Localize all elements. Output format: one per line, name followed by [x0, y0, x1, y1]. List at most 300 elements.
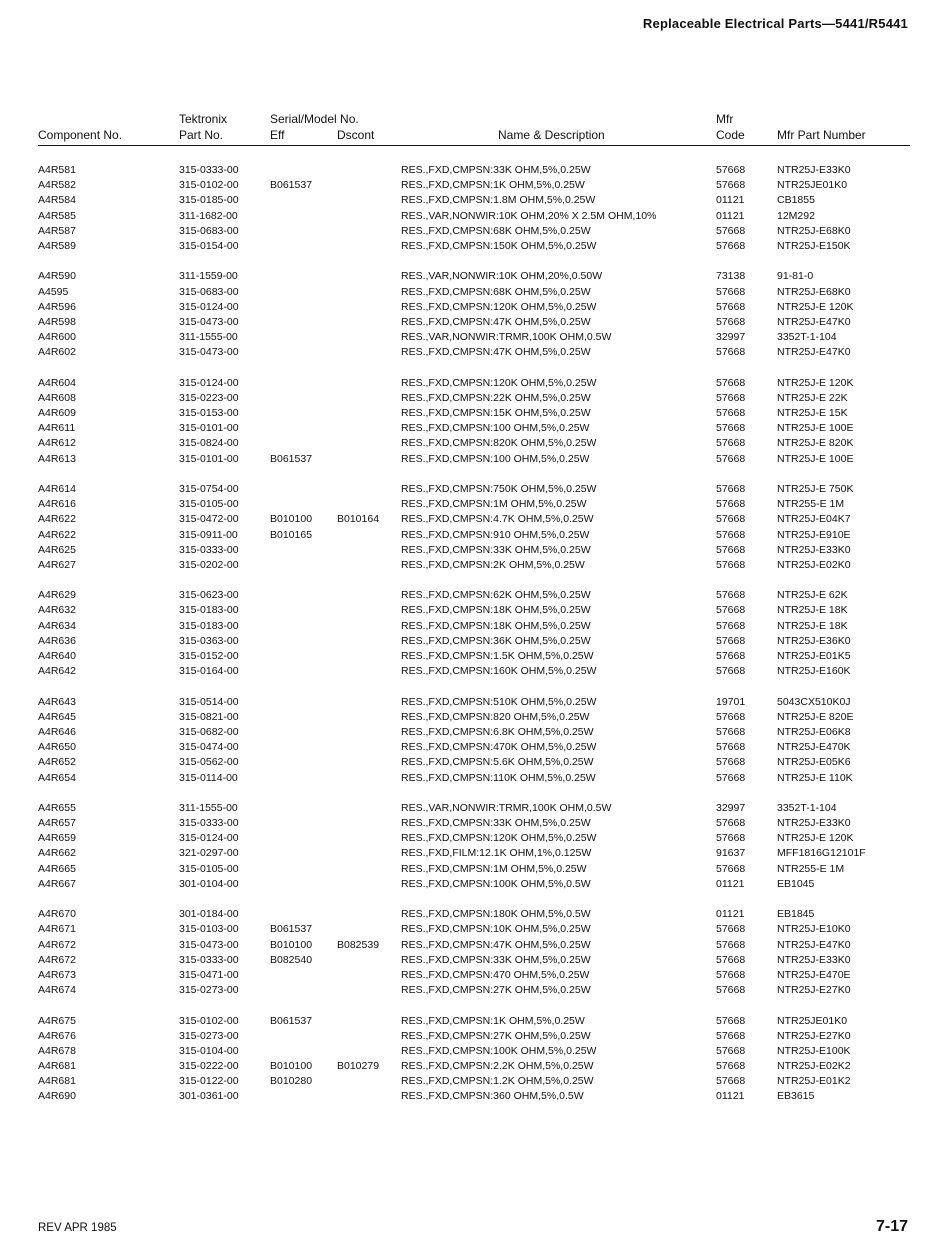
header-rule — [38, 145, 910, 146]
mfr-code-cell: 57668 — [716, 725, 746, 738]
name-description-cell: RES.,FXD,CMPSN:10K OHM,5%,0.25W — [401, 923, 591, 936]
mfr-part-number-cell: NTR25J-E 820K — [777, 437, 854, 450]
mfr-code-cell: 57668 — [716, 862, 746, 875]
mfr-code-cell: 57668 — [716, 665, 746, 678]
table-row — [0, 923, 950, 938]
part-no-cell: 301-0104-00 — [179, 877, 239, 890]
name-description-cell: RES.,VAR,NONWIR:TRMR,100K OHM,0.5W — [401, 331, 612, 344]
component-no-cell: A4R674 — [38, 984, 76, 997]
table-row — [0, 984, 950, 999]
mfr-code-cell: 57668 — [716, 832, 746, 845]
mfr-code-cell: 19701 — [716, 695, 746, 708]
serial-eff-cell: B061537 — [270, 452, 313, 465]
part-no-cell: 315-0124-00 — [179, 300, 239, 313]
mfr-part-number-cell: NTR25J-E 110K — [777, 771, 853, 784]
mfr-code-cell: 57668 — [716, 938, 746, 951]
part-no-cell: 315-0124-00 — [179, 832, 239, 845]
part-no-cell: 311-1682-00 — [179, 209, 238, 222]
name-description-cell: RES.,FXD,CMPSN:750K OHM,5%,0.25W — [401, 482, 597, 495]
name-description-cell: RES.,FXD,CMPSN:47K OHM,5%,0.25W — [401, 346, 591, 359]
mfr-code-cell: 57668 — [716, 239, 746, 252]
component-no-cell: A4R655 — [38, 801, 76, 814]
part-no-cell: 315-0202-00 — [179, 558, 239, 571]
part-no-cell: 315-0623-00 — [179, 589, 239, 602]
mfr-code-cell: 01121 — [716, 908, 745, 921]
group-spacer — [0, 787, 950, 802]
mfr-code-cell: 57668 — [716, 315, 746, 328]
component-no-cell: A4R627 — [38, 558, 76, 571]
table-row — [0, 377, 950, 392]
mfr-code-cell: 57668 — [716, 558, 746, 571]
table-row — [0, 741, 950, 756]
component-no-cell: A4R589 — [38, 239, 76, 252]
component-no-cell: A4R634 — [38, 619, 76, 632]
mfr-part-number-cell: NTR25J-E01K2 — [777, 1075, 851, 1088]
part-no-cell: 315-0105-00 — [179, 862, 239, 875]
revision-date: REV APR 1985 — [38, 1222, 117, 1234]
mfr-part-number-cell: NTR25J-E160K — [777, 665, 851, 678]
component-no-cell: A4R609 — [38, 407, 76, 419]
component-no-cell: A4R690 — [38, 1090, 76, 1103]
name-description-cell: RES.,FXD,CMPSN:1.2K OHM,5%,0.25W — [401, 1075, 594, 1088]
mfr-part-number-cell: 3352T-1-104 — [777, 801, 837, 814]
table-row — [0, 696, 950, 711]
component-no-cell: A4R642 — [38, 665, 76, 678]
mfr-code-cell: 57668 — [716, 771, 746, 784]
name-description-cell: RES.,FXD,CMPSN:68K OHM,5%,0.25W — [401, 224, 591, 237]
part-no-cell: 315-0333-00 — [179, 953, 239, 966]
component-no-cell: A4R582 — [38, 179, 76, 192]
mfr-code-cell: 57668 — [716, 437, 746, 450]
table-row — [0, 756, 950, 771]
mfr-part-number-cell: NTR25J-E06K8 — [777, 725, 851, 738]
part-no-cell: 315-0333-00 — [179, 817, 239, 830]
part-no-cell: 315-0153-00 — [179, 407, 239, 419]
component-no-cell: A4R602 — [38, 346, 76, 359]
table-row — [0, 711, 950, 726]
mfr-code-cell: 57668 — [716, 984, 746, 997]
part-no-cell: 311-1559-00 — [179, 270, 238, 283]
part-no-cell: 315-0124-00 — [179, 376, 239, 389]
table-row — [0, 210, 950, 225]
part-no-cell: 315-0122-00 — [179, 1075, 239, 1088]
table-row — [0, 772, 950, 787]
table-row — [0, 908, 950, 923]
mfr-part-number-cell: NTR25J-E68K0 — [777, 285, 851, 298]
column-headers — [0, 112, 950, 148]
mfr-part-number-cell: NTR25J-E 750K — [777, 482, 854, 495]
table-row — [0, 969, 950, 984]
component-no-cell: A4R671 — [38, 923, 76, 936]
name-description-cell: RES.,FXD,CMPSN:110K OHM,5%,0.25W — [401, 771, 596, 784]
name-description-cell: RES.,VAR,NONWIR:TRMR,100K OHM,0.5W — [401, 801, 612, 814]
table-row — [0, 954, 950, 969]
name-description-cell: RES.,FXD,CMPSN:47K OHM,5%,0.25W — [401, 315, 591, 328]
mfr-code-cell: 32997 — [716, 801, 746, 814]
mfr-code-cell: 57668 — [716, 224, 746, 237]
name-description-cell: RES.,FXD,CMPSN:160K OHM,5%,0.25W — [401, 665, 597, 678]
mfr-part-number-cell: NTR25J-E33K0 — [777, 164, 851, 176]
part-no-cell: 315-0102-00 — [179, 179, 239, 192]
name-description-cell: RES.,FXD,CMPSN:120K OHM,5%,0.25W — [401, 376, 597, 389]
part-no-cell: 315-0824-00 — [179, 437, 239, 450]
mfr-code-cell: 57668 — [716, 422, 746, 435]
name-description-cell: RES.,FXD,CMPSN:470 OHM,5%,0.25W — [401, 968, 590, 981]
part-no-cell: 315-0562-00 — [179, 756, 239, 769]
header-mfr-part-number: Mfr Part Number — [777, 128, 866, 142]
name-description-cell: RES.,VAR,NONWIR:10K OHM,20%,0.50W — [401, 270, 603, 283]
table-row — [0, 529, 950, 544]
table-row — [0, 559, 950, 574]
part-no-cell: 315-0273-00 — [179, 1029, 239, 1042]
part-no-cell: 315-0185-00 — [179, 194, 239, 207]
part-no-cell: 315-0683-00 — [179, 224, 239, 237]
component-no-cell: A4R596 — [38, 300, 76, 313]
serial-eff-cell: B061537 — [270, 923, 313, 936]
mfr-part-number-cell: NTR25J-E 62K — [777, 589, 848, 602]
part-no-cell: 321-0297-00 — [179, 847, 239, 860]
table-row — [0, 544, 950, 559]
component-no-cell: A4R657 — [38, 817, 76, 830]
part-no-cell: 315-0183-00 — [179, 619, 239, 632]
mfr-code-cell: 57668 — [716, 756, 746, 769]
part-no-cell: 315-0754-00 — [179, 482, 239, 495]
mfr-code-cell: 01121 — [716, 877, 745, 890]
name-description-cell: RES.,FXD,CMPSN:180K OHM,5%,0.5W — [401, 908, 591, 921]
part-no-cell: 311-1555-00 — [179, 331, 238, 344]
mfr-part-number-cell: NTR25J-E 100E — [777, 422, 854, 435]
part-no-cell: 315-0473-00 — [179, 938, 239, 951]
name-description-cell: RES.,FXD,CMPSN:15K OHM,5%,0.25W — [401, 407, 591, 419]
component-no-cell: A4R613 — [38, 452, 76, 465]
part-no-cell: 315-0474-00 — [179, 741, 239, 754]
table-row — [0, 832, 950, 847]
component-no-cell: A4R667 — [38, 877, 76, 890]
table-row — [0, 270, 950, 285]
mfr-code-cell: 57668 — [716, 452, 746, 465]
component-no-cell: A4R681 — [38, 1075, 76, 1088]
serial-eff-cell: B010100 — [270, 513, 313, 526]
mfr-part-number-cell: CB1855 — [777, 194, 815, 207]
component-no-cell: A4595 — [38, 285, 69, 298]
table-row — [0, 346, 950, 361]
mfr-code-cell: 57668 — [716, 1075, 746, 1088]
mfr-code-cell: 57668 — [716, 1029, 746, 1042]
mfr-code-cell: 57668 — [716, 498, 746, 511]
component-no-cell: A4R616 — [38, 498, 76, 511]
table-row — [0, 225, 950, 240]
mfr-code-cell: 57668 — [716, 1060, 746, 1073]
group-spacer — [0, 574, 950, 589]
mfr-part-number-cell: NTR255-E 1M — [777, 862, 845, 875]
mfr-part-number-cell: NTR25J-E47K0 — [777, 315, 851, 328]
mfr-part-number-cell: NTR25J-E36K0 — [777, 634, 851, 647]
component-no-cell: A4R672 — [38, 938, 76, 951]
name-description-cell: RES.,FXD,CMPSN:100 OHM,5%,0.25W — [401, 422, 590, 435]
mfr-part-number-cell: NTR25J-E 15K — [777, 407, 848, 419]
serial-eff-cell: B010100 — [270, 938, 313, 951]
name-description-cell: RES.,FXD,CMPSN:36K OHM,5%,0.25W — [401, 634, 591, 647]
mfr-code-cell: 57668 — [716, 285, 746, 298]
mfr-part-number-cell: NTR25J-E910E — [777, 528, 851, 541]
mfr-code-cell: 57668 — [716, 300, 746, 313]
table-row — [0, 164, 950, 179]
mfr-code-cell: 57668 — [716, 482, 746, 495]
component-no-cell: A4R652 — [38, 756, 76, 769]
table-row — [0, 483, 950, 498]
mfr-part-number-cell: NTR25J-E 100E — [777, 452, 854, 465]
mfr-code-cell: 57668 — [716, 741, 746, 754]
name-description-cell: RES.,FXD,CMPSN:2K OHM,5%,0.25W — [401, 558, 585, 571]
mfr-part-number-cell: NTR25J-E04K7 — [777, 513, 851, 526]
mfr-code-cell: 57668 — [716, 513, 746, 526]
table-row — [0, 939, 950, 954]
header-eff: Eff — [270, 128, 285, 142]
mfr-part-number-cell: NTR25J-E 820E — [777, 710, 854, 723]
serial-eff-cell: B082540 — [270, 953, 313, 966]
part-no-cell: 315-0114-00 — [179, 771, 238, 784]
part-no-cell: 315-0105-00 — [179, 498, 239, 511]
table-row — [0, 422, 950, 437]
mfr-part-number-cell: NTR25J-E150K — [777, 239, 851, 252]
component-no-cell: A4R604 — [38, 376, 76, 389]
header-serial-model-no: Serial/Model No. — [270, 112, 359, 126]
name-description-cell: RES.,FXD,CMPSN:1K OHM,5%,0.25W — [401, 1014, 585, 1027]
mfr-part-number-cell: NTR25J-E100K — [777, 1044, 851, 1057]
component-no-cell: A4R585 — [38, 209, 76, 222]
table-row — [0, 1015, 950, 1030]
group-spacer — [0, 893, 950, 908]
mfr-part-number-cell: 12M292 — [777, 209, 815, 222]
mfr-code-cell: 57668 — [716, 968, 746, 981]
table-row — [0, 620, 950, 635]
part-no-cell: 315-0101-00 — [179, 452, 239, 465]
part-no-cell: 315-0471-00 — [179, 968, 239, 981]
header-code: Code — [716, 128, 745, 142]
part-no-cell: 315-0152-00 — [179, 650, 239, 662]
mfr-part-number-cell: MFF1816G12101F — [777, 847, 866, 860]
mfr-part-number-cell: NTR25J-E27K0 — [777, 984, 851, 997]
serial-eff-cell: B010165 — [270, 528, 313, 541]
part-no-cell: 315-0473-00 — [179, 346, 239, 359]
serial-eff-cell: B010100 — [270, 1060, 313, 1073]
page-number: 7-17 — [875, 1218, 908, 1235]
mfr-code-cell: 57668 — [716, 589, 746, 602]
part-no-cell: 315-0683-00 — [179, 285, 239, 298]
part-no-cell: 315-0333-00 — [179, 164, 239, 176]
mfr-code-cell: 57668 — [716, 953, 746, 966]
component-no-cell: A4R665 — [38, 862, 76, 875]
name-description-cell: RES.,FXD,CMPSN:33K OHM,5%,0.25W — [401, 164, 591, 176]
component-no-cell: A4R678 — [38, 1044, 76, 1057]
component-no-cell: A4R632 — [38, 604, 76, 617]
table-row — [0, 665, 950, 680]
name-description-cell: RES.,FXD,CMPSN:150K OHM,5%,0.25W — [401, 239, 597, 252]
table-row — [0, 179, 950, 194]
name-description-cell: RES.,FXD,CMPSN:22K OHM,5%,0.25W — [401, 391, 591, 404]
table-row — [0, 878, 950, 893]
table-row — [0, 194, 950, 209]
mfr-part-number-cell: EB3615 — [777, 1090, 815, 1103]
table-row — [0, 726, 950, 741]
mfr-code-cell: 57668 — [716, 1044, 746, 1057]
component-no-cell: A4R643 — [38, 695, 76, 708]
name-description-cell: RES.,FXD,CMPSN:2.2K OHM,5%,0.25W — [401, 1060, 594, 1073]
serial-dscont-cell: B010164 — [337, 513, 380, 526]
group-spacer — [0, 468, 950, 483]
name-description-cell: RES.,FXD,CMPSN:5.6K OHM,5%,0.25W — [401, 756, 594, 769]
component-no-cell: A4R645 — [38, 710, 76, 723]
component-no-cell: A4R611 — [38, 422, 76, 435]
table-row — [0, 301, 950, 316]
name-description-cell: RES.,FXD,CMPSN:33K OHM,5%,0.25W — [401, 953, 591, 966]
header-mfr: Mfr — [716, 112, 734, 126]
name-description-cell: RES.,FXD,CMPSN:1M OHM,5%,0.25W — [401, 862, 587, 875]
mfr-part-number-cell: NTR25J-E 18K — [777, 619, 848, 632]
mfr-code-cell: 57668 — [716, 650, 746, 662]
mfr-code-cell: 32997 — [716, 331, 746, 344]
component-no-cell: A4R612 — [38, 437, 76, 450]
part-no-cell: 315-0164-00 — [179, 665, 239, 678]
mfr-part-number-cell: NTR25J-E05K6 — [777, 756, 851, 769]
table-row — [0, 453, 950, 468]
header-name-description: Name & Description — [498, 128, 605, 142]
mfr-code-cell: 57668 — [716, 619, 746, 632]
table-row — [0, 1045, 950, 1060]
mfr-part-number-cell: NTR25J-E 120K — [777, 300, 854, 313]
table-row — [0, 817, 950, 832]
part-no-cell: 301-0184-00 — [179, 908, 239, 921]
component-no-cell: A4R590 — [38, 270, 76, 283]
mfr-code-cell: 57668 — [716, 407, 746, 419]
table-row — [0, 863, 950, 878]
mfr-code-cell: 57668 — [716, 604, 746, 617]
name-description-cell: RES.,FXD,CMPSN:27K OHM,5%,0.25W — [401, 1029, 591, 1042]
component-no-cell: A4R608 — [38, 391, 76, 404]
mfr-part-number-cell: NTR25J-E 120K — [777, 376, 854, 389]
table-row — [0, 240, 950, 255]
table-row — [0, 407, 950, 422]
component-no-cell: A4R673 — [38, 968, 76, 981]
group-spacer — [0, 680, 950, 695]
name-description-cell: RES.,FXD,CMPSN:100 OHM,5%,0.25W — [401, 452, 590, 465]
mfr-part-number-cell: EB1045 — [777, 877, 815, 890]
part-no-cell: 315-0911-00 — [179, 528, 238, 541]
name-description-cell: RES.,FXD,CMPSN:1K OHM,5%,0.25W — [401, 179, 585, 192]
name-description-cell: RES.,FXD,CMPSN:68K OHM,5%,0.25W — [401, 285, 591, 298]
component-no-cell: A4R598 — [38, 315, 76, 328]
mfr-part-number-cell: NTR255-E 1M — [777, 498, 845, 511]
mfr-part-number-cell: NTR25J-E02K2 — [777, 1060, 851, 1073]
name-description-cell: RES.,FXD,CMPSN:1.5K OHM,5%,0.25W — [401, 650, 594, 662]
serial-eff-cell: B061537 — [270, 1014, 313, 1027]
mfr-part-number-cell: NTR25JE01K0 — [777, 179, 848, 192]
mfr-code-cell: 01121 — [716, 209, 745, 222]
table-row — [0, 1075, 950, 1090]
table-row — [0, 1060, 950, 1075]
group-spacer — [0, 361, 950, 376]
name-description-cell: RES.,FXD,CMPSN:470K OHM,5%,0.25W — [401, 741, 597, 754]
table-row — [0, 604, 950, 619]
mfr-code-cell: 57668 — [716, 710, 746, 723]
mfr-code-cell: 57668 — [716, 817, 746, 830]
part-no-cell: 315-0103-00 — [179, 923, 239, 936]
part-no-cell: 315-0363-00 — [179, 634, 239, 647]
table-row — [0, 802, 950, 817]
mfr-part-number-cell: NTR25J-E33K0 — [777, 953, 851, 966]
header-dscont: Dscont — [337, 128, 375, 142]
mfr-part-number-cell: EB1845 — [777, 908, 815, 921]
serial-dscont-cell: B082539 — [337, 938, 380, 951]
name-description-cell: RES.,FXD,CMPSN:910 OHM,5%,0.25W — [401, 528, 590, 541]
mfr-part-number-cell: 91-81-0 — [777, 270, 814, 283]
component-no-cell: A4R640 — [38, 650, 76, 662]
name-description-cell: RES.,FXD,FILM:12.1K OHM,1%,0.125W — [401, 847, 592, 860]
component-no-cell: A4R622 — [38, 513, 76, 526]
name-description-cell: RES.,FXD,CMPSN:4.7K OHM,5%,0.25W — [401, 513, 594, 526]
mfr-part-number-cell: 3352T-1-104 — [777, 331, 837, 344]
mfr-part-number-cell: NTR25J-E68K0 — [777, 224, 851, 237]
part-no-cell: 315-0101-00 — [179, 422, 239, 435]
component-no-cell: A4R670 — [38, 908, 76, 921]
mfr-part-number-cell: NTR25J-E 120K — [777, 832, 854, 845]
component-no-cell: A4R659 — [38, 832, 76, 845]
table-row — [0, 513, 950, 528]
component-no-cell: A4R614 — [38, 482, 76, 495]
table-row — [0, 1030, 950, 1045]
table-row — [0, 589, 950, 604]
table-row — [0, 635, 950, 650]
part-no-cell: 301-0361-00 — [179, 1090, 239, 1103]
mfr-code-cell: 01121 — [716, 1090, 745, 1103]
header-tektronix: Tektronix — [179, 112, 228, 126]
component-no-cell: A4R676 — [38, 1029, 76, 1042]
header-component-no: Component No. — [38, 128, 123, 142]
name-description-cell: RES.,FXD,CMPSN:33K OHM,5%,0.25W — [401, 543, 591, 556]
name-description-cell: RES.,FXD,CMPSN:510K OHM,5%,0.25W — [401, 695, 597, 708]
part-no-cell: 315-0183-00 — [179, 604, 239, 617]
table-row — [0, 498, 950, 513]
mfr-part-number-cell: 5043CX510K0J — [777, 695, 851, 708]
mfr-code-cell: 57668 — [716, 391, 746, 404]
component-no-cell: A4R622 — [38, 528, 76, 541]
mfr-code-cell: 91637 — [716, 847, 746, 860]
mfr-part-number-cell: NTR25JE01K0 — [777, 1014, 848, 1027]
part-no-cell: 315-0333-00 — [179, 543, 239, 556]
part-no-cell: 315-0222-00 — [179, 1060, 239, 1073]
component-no-cell: A4R636 — [38, 634, 76, 647]
name-description-cell: RES.,FXD,CMPSN:18K OHM,5%,0.25W — [401, 604, 591, 617]
part-no-cell: 315-0273-00 — [179, 984, 239, 997]
component-no-cell: A4R662 — [38, 847, 76, 860]
name-description-cell: RES.,FXD,CMPSN:100K OHM,5%,0.25W — [401, 1044, 597, 1057]
name-description-cell: RES.,FXD,CMPSN:120K OHM,5%,0.25W — [401, 300, 597, 313]
component-no-cell: A4R581 — [38, 164, 76, 176]
component-no-cell: A4R675 — [38, 1014, 76, 1027]
component-no-cell: A4R654 — [38, 771, 76, 784]
part-no-cell: 315-0682-00 — [179, 725, 239, 738]
table-row — [0, 392, 950, 407]
part-no-cell: 311-1555-00 — [179, 801, 238, 814]
parts-list — [0, 164, 950, 1106]
mfr-part-number-cell: NTR25J-E33K0 — [777, 817, 851, 830]
mfr-code-cell: 57668 — [716, 528, 746, 541]
name-description-cell: RES.,FXD,CMPSN:820 OHM,5%,0.25W — [401, 710, 590, 723]
table-row — [0, 286, 950, 301]
table-row — [0, 316, 950, 331]
name-description-cell: RES.,FXD,CMPSN:47K OHM,5%,0.25W — [401, 938, 591, 951]
name-description-cell: RES.,FXD,CMPSN:33K OHM,5%,0.25W — [401, 817, 591, 830]
